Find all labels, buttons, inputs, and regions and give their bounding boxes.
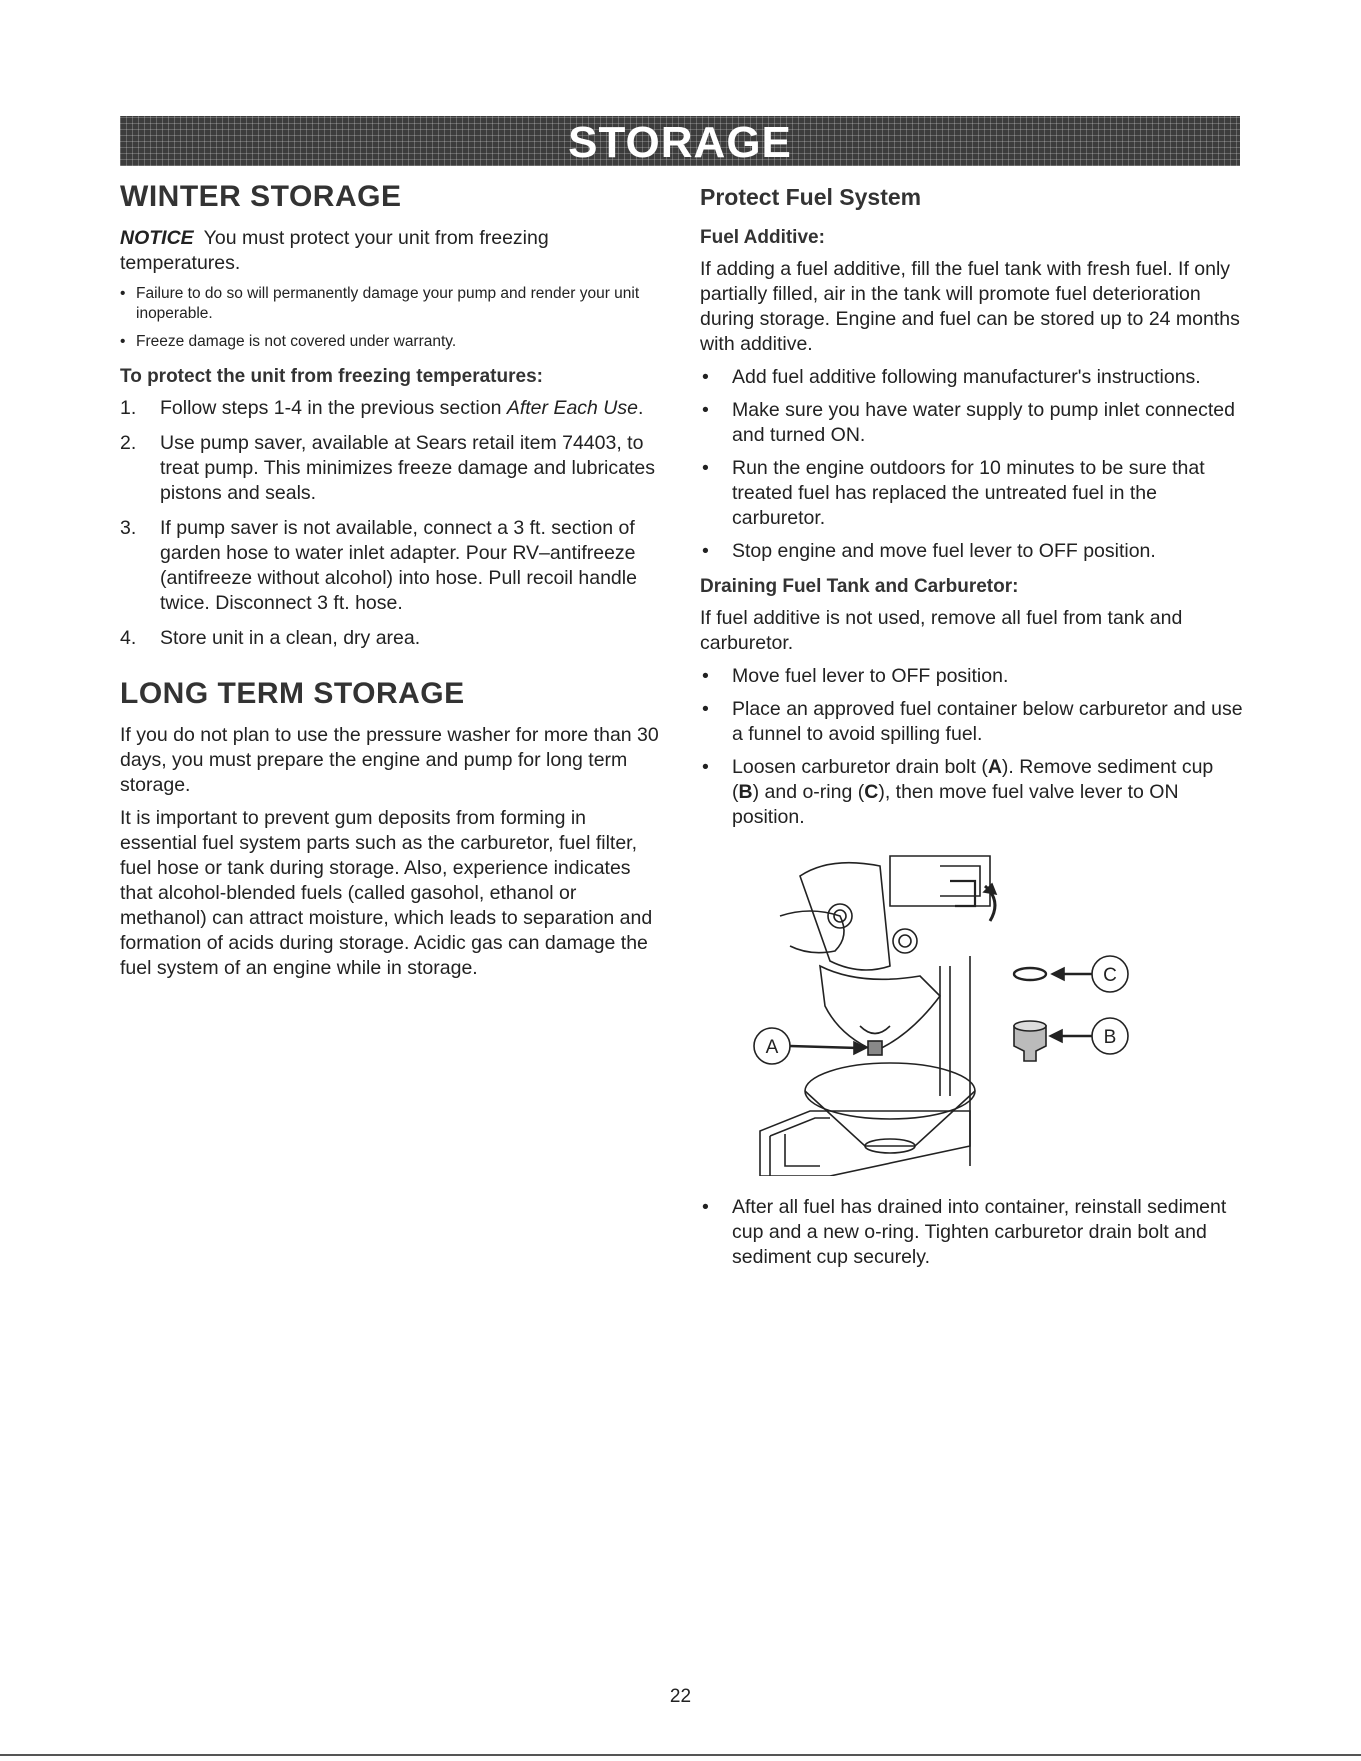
callout-label-a: A: [765, 1037, 779, 1058]
step-number: 4.: [120, 627, 137, 649]
loosen-label-c: C: [864, 781, 879, 803]
notice-label: NOTICE: [120, 227, 194, 249]
step-text: Store unit in a clean, dry area.: [160, 627, 421, 649]
notice-bullet: • Failure to do so will permanently damage your pump and render your unit inoperable.: [120, 284, 660, 324]
additive-bullet: • Stop engine and move fuel lever to OFF position.: [700, 539, 1245, 564]
step-text: Use pump saver, available at Sears retail item 74403, to treat pump. This minimizes freeze damage and lubricates pistons and seals.: [160, 432, 655, 504]
notice-text: You must protect your unit from freezing temperatures.: [120, 227, 549, 274]
loosen-text: ). Remove sediment cup (: [732, 756, 1214, 803]
long-term-storage-heading: LONG TERM STORAGE: [120, 677, 465, 710]
step-text: If pump saver is not available, connect a 3 ft. section of garden hose to water inlet adapter. Pour RV–antifreeze (antifreeze without alcohol) into hose. Pull recoil handle twice. Disconnect 3 ft. hose.: [160, 517, 637, 614]
loosen-text: ), then move fuel valve lever to ON position.: [732, 781, 1179, 828]
long-term-para-1: If you do not plan to use the pressure washer for more than 30 days, you must prepare the engine and pump for long term storage.: [120, 724, 659, 796]
protect-freezing-heading: To protect the unit from freezing temperatures:: [120, 366, 543, 387]
draining-bullets: [700, 664, 1245, 830]
loosen-text: Loosen carburetor drain bolt (: [732, 756, 988, 778]
loosen-label-b: B: [738, 781, 753, 803]
final-bullet: • After all fuel has drained into container, reinstall sediment cup and a new o-ring. Tighten carburetor drain bolt and sediment cup securely.: [700, 1195, 1245, 1270]
notice-bullet: • Freeze damage is not covered under warranty.: [120, 332, 660, 352]
step-tail: .: [637, 397, 644, 419]
drain-bullet: • Place an approved fuel container below carburetor and use a funnel to avoid spilling fuel.: [700, 697, 1245, 747]
step-text: Follow steps 1-4 in the previous section: [160, 397, 507, 419]
step-number: 1.: [120, 397, 137, 419]
winter-storage-heading: WINTER STORAGE: [120, 180, 402, 213]
fuel-additive-bullets: [700, 365, 1245, 564]
fuel-additive-paragraph: If adding a fuel additive, fill the fuel tank with fresh fuel. If only partially filled, air in the tank will promote fuel deterioration during storage. Engine and fuel can be stored up to 24 months with additive.: [700, 258, 1240, 355]
loosen-label-a: A: [987, 756, 1002, 778]
step-emphasis: After Each Use: [506, 397, 638, 419]
banner-title: STORAGE: [568, 118, 792, 167]
additive-bullet: • Run the engine outdoors for 10 minutes to be sure that treated fuel has replaced the untreated fuel in the carburetor.: [700, 456, 1245, 531]
bottom-divider: [0, 1754, 1361, 1756]
step-item: [120, 516, 660, 616]
draining-heading: Draining Fuel Tank and Carburetor:: [700, 576, 1019, 597]
notice-bullets: [120, 284, 660, 352]
freeze-steps-list: [120, 396, 660, 651]
long-term-para-2: It is important to prevent gum deposits from forming in essential fuel system parts such as the carburetor, fuel filter, fuel hose or tank during storage. Also, experience indicates that alcohol-blended fuels (called gasohol, ethanol or methanol) can attract moisture, which leads to separation and formation of acids during storage. Acidic gas can damage the fuel system of an engine while in storage.: [120, 807, 653, 979]
loosen-text: ) and o-ring (: [752, 781, 865, 803]
right-column: [700, 180, 1245, 1282]
step-item: [120, 396, 660, 421]
section-banner: [120, 116, 1240, 166]
carburetor-drain-diagram: [740, 846, 1170, 1176]
callout-label-c: C: [1103, 965, 1117, 986]
drain-bullet: • Move fuel lever to OFF position.: [700, 664, 1245, 689]
step-item: [120, 626, 660, 651]
notice-paragraph: [120, 226, 660, 276]
final-bullets: [700, 1195, 1245, 1270]
drain-bullet: [700, 755, 1245, 830]
protect-fuel-system-heading: Protect Fuel System: [700, 184, 922, 210]
callout-label-b: B: [1103, 1027, 1117, 1048]
step-number: 3.: [120, 517, 137, 539]
additive-bullet: • Make sure you have water supply to pump inlet connected and turned ON.: [700, 398, 1245, 448]
page-number: 22: [669, 1686, 692, 1707]
step-number: 2.: [120, 432, 137, 454]
left-column: [120, 180, 660, 989]
fuel-additive-heading: Fuel Additive:: [700, 227, 825, 248]
step-item: [120, 431, 660, 506]
draining-paragraph: If fuel additive is not used, remove all fuel from tank and carburetor.: [700, 607, 1183, 654]
additive-bullet: • Add fuel additive following manufacturer's instructions.: [700, 365, 1245, 390]
